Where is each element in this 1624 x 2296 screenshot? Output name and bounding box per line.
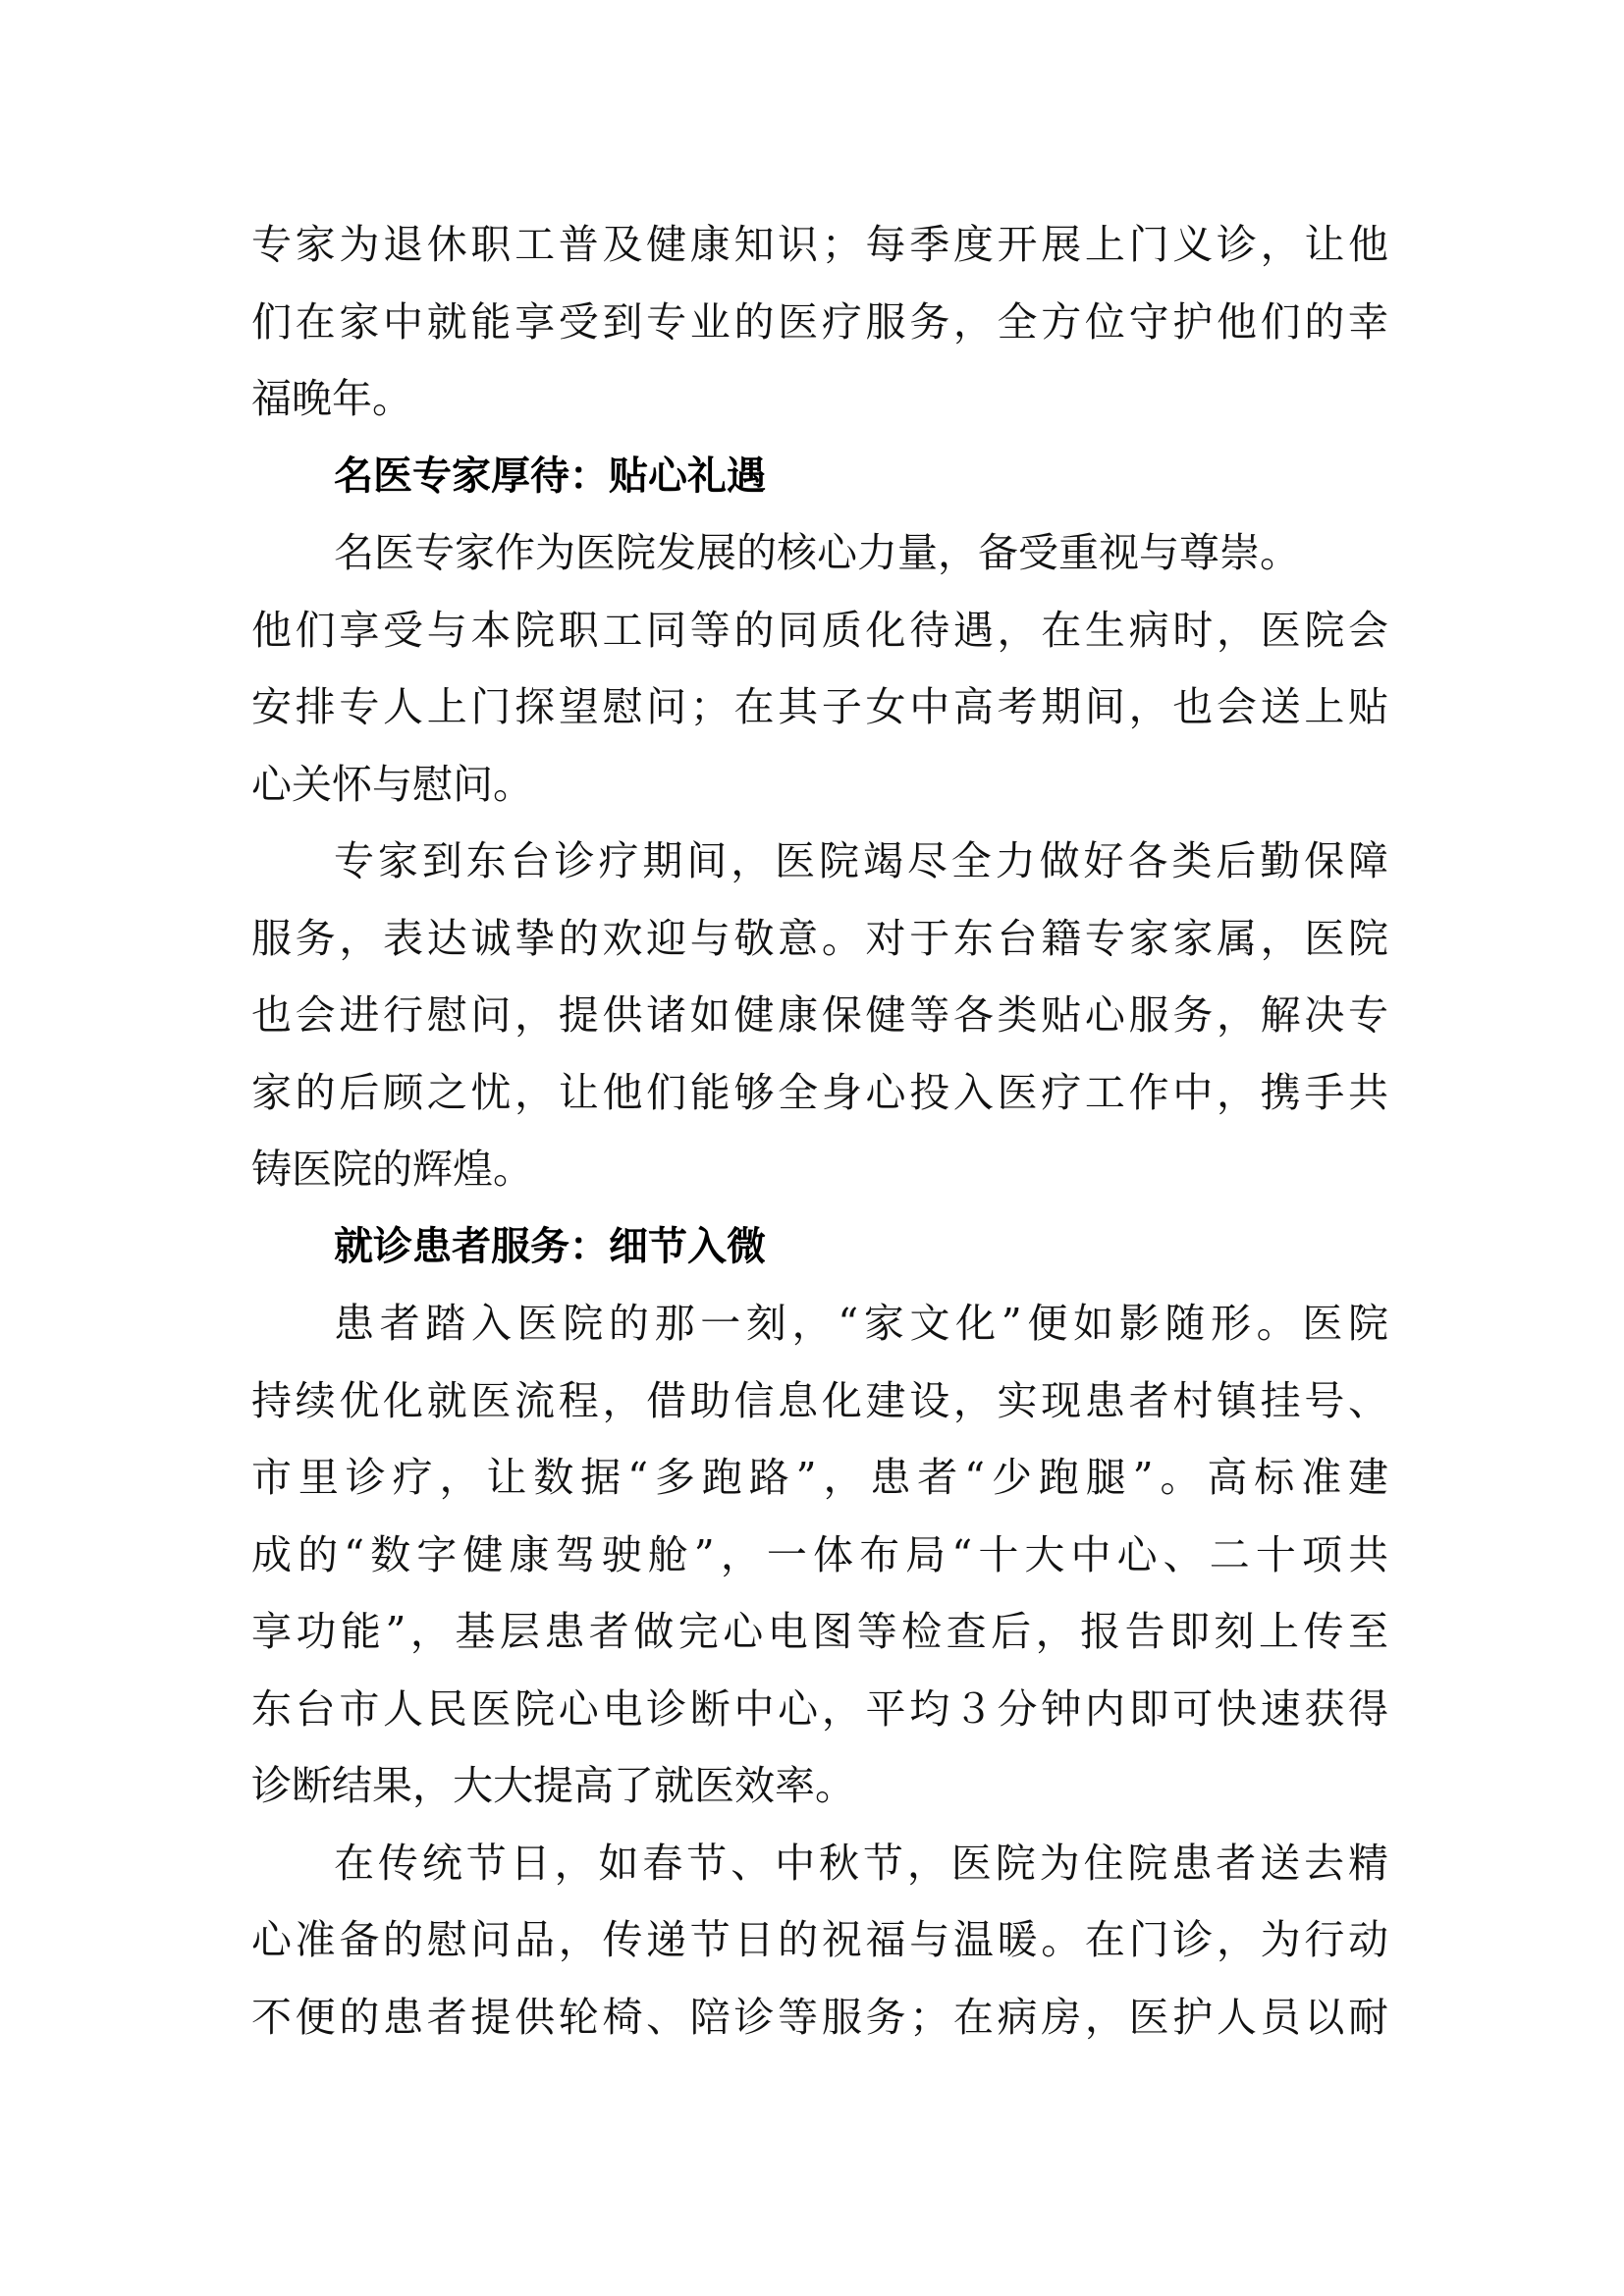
text-line: 享功能”，基层患者做完心电图等检查后，报告即刻上传至 bbox=[251, 1608, 1388, 1655]
text-line: 诊断结果，大大提高了就医效率。 bbox=[251, 1762, 855, 1809]
text-line: 东台市人民医院心电诊断中心，平均３分钟内即可快速获得 bbox=[251, 1684, 1388, 1733]
text-line: 在传统节日，如春节、中秋节，医院为住院患者送去精 bbox=[334, 1839, 1388, 1887]
text-line: 患者踏入医院的那一刻，“家文化”便如影随形。医院 bbox=[334, 1300, 1388, 1347]
section-heading: 就诊患者服务：细节入微 bbox=[334, 1223, 766, 1269]
text-line: 铸医院的辉煌。 bbox=[251, 1146, 533, 1193]
text-line: 家的后顾之忧，让他们能够全身心投入医疗工作中，携手共 bbox=[251, 1068, 1388, 1116]
text-line: 成的“数字健康驾驶舱”，一体布局“十大中心、二十项共 bbox=[251, 1530, 1388, 1578]
paragraph bbox=[251, 823, 1388, 1208]
section-heading: 名医专家厚待：贴心礼遇 bbox=[334, 453, 766, 499]
document-body bbox=[251, 206, 1388, 2056]
text-line: 不便的患者提供轮椅、陪诊等服务；在病房，医护人员以耐 bbox=[251, 1993, 1388, 2041]
text-line: 名医专家作为医院发展的核心力量，备受重视与尊崇。 bbox=[334, 529, 1300, 576]
text-line: 市里诊疗，让数据“多跑路”，患者“少跑腿”。高标准建 bbox=[251, 1454, 1388, 1501]
text-line: 他们享受与本院职工同等的同质化待遇，在生病时，医院会 bbox=[251, 606, 1388, 654]
paragraph bbox=[251, 1285, 1388, 1825]
paragraph bbox=[251, 206, 1388, 438]
text-line: 福晚年。 bbox=[251, 375, 412, 422]
text-line: 专家为退休职工普及健康知识；每季度开展上门义诊，让他 bbox=[251, 221, 1388, 268]
text-line: 服务，表达诚挚的欢迎与敬意。对于东台籍专家家属，医院 bbox=[251, 914, 1388, 962]
text-line: 也会进行慰问，提供诸如健康保健等各类贴心服务，解决专 bbox=[251, 991, 1388, 1039]
text-line: 持续优化就医流程，借助信息化建设，实现患者村镇挂号、 bbox=[251, 1376, 1388, 1424]
text-line: 心准备的慰问品，传递节日的祝福与温暖。在门诊，为行动 bbox=[251, 1916, 1388, 1963]
text-line: 安排专人上门探望慰问；在其子女中高考期间，也会送上贴 bbox=[251, 683, 1388, 730]
text-line: 们在家中就能享受到专业的医疗服务，全方位守护他们的幸 bbox=[251, 297, 1388, 346]
paragraph bbox=[251, 514, 1388, 823]
paragraph bbox=[251, 1825, 1388, 2056]
text-line: 专家到东台诊疗期间，医院竭尽全力做好各类后勤保障 bbox=[334, 837, 1388, 884]
text-line: 心关怀与慰问。 bbox=[251, 760, 533, 808]
